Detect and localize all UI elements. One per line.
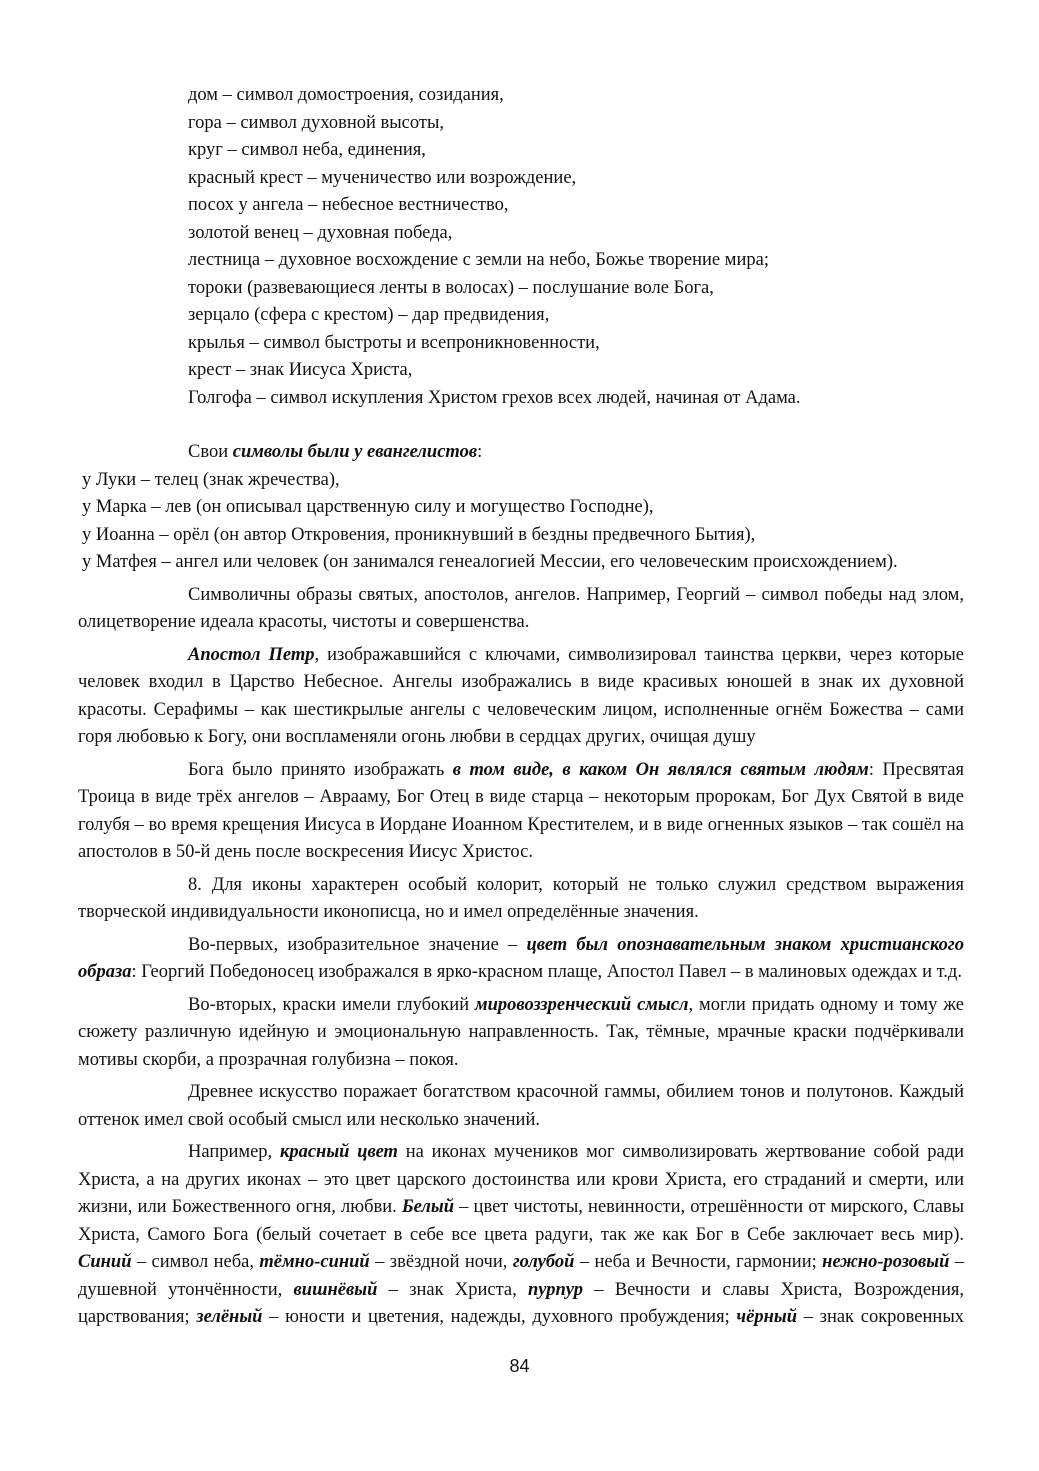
paragraph-first: Во-первых, изобразительное значение – цвет был опознавательным знаком христианского образа: Георгий Победоносец изображался в ярко-красном плаще, Апостол Павел – в малиновых одеждах и т.д. [78,934,964,982]
evangelist-luke: у Луки – телец (знак жречества), [82,469,340,490]
symbol-list-item: крылья – символ быстроты и всепроникновенности, [188,332,600,353]
evangelist-john: у Иоанна – орёл (он автор Откровения, проникнувший в бездны предвечного Бытия), [82,524,756,545]
symbol-list-item: Голгофа – символ искупления Христом грехов всех людей, начиная от Адама. [188,387,801,408]
symbol-list-item: лестница – духовное восхождение с земли на небо, Божье творение мира; [188,250,769,270]
symbol-list-item: красный крест – мученичество или возрождение, [188,167,577,188]
paragraph-8-color: 8. Для иконы характерен особый колорит, который не только служил средством выражения творческой индивидуальности иконописца, но и имел определённые значения. [78,874,964,922]
document-page [78,82,964,1332]
paragraph-apostle-peter: Апостол Петр, изображавшийся с ключами, символизировал таинства церкви, через которые человек входил в Царство Небесное. Ангелы изображались в виде красивых юношей в знак их духовной красоты. Серафимы – как шестикрылые ангелы с человеческим лицом, исполненные огнём Божества – сами горя любовью к Богу, они воспламеняли огонь любви в сердцах других, очищая душу [78,644,964,747]
symbol-list-item: золотой венец – духовная победа, [188,222,453,243]
evangelists-intro: Свои символы были у евангелистов: [188,442,483,462]
paragraph-saints: Символичны образы святых, апостолов, ангелов. Например, Георгий – символ победы над злом, олицетворение идеала красоты, чистоты и совершенства. [78,584,964,632]
paragraph-second: Во-вторых, краски имели глубокий мировоззренческий смысл, могли придать одному и тому же сюжету различную идейную и эмоциональную направленность. Так, тёмные, мрачные краски подчёркивали мотивы скорби, а прозрачная голубизна – покоя. [78,994,964,1070]
symbol-list-item: крест – знак Иисуса Христа, [188,360,413,380]
symbol-list-item: посох у ангела – небесное вестничество, [188,195,509,215]
symbol-list-item: тороки (развевающиеся ленты в волосах) – послушание воле Бога, [188,277,714,298]
symbol-list-item: зерцало (сфера с крестом) – дар предвидения, [188,305,550,325]
paragraph-god: Бога было принято изображать в том виде, в каком Он являлся святым людям: Пресвятая Троица в виде трёх ангелов – Аврааму, Бог Отец в виде старца – некоторым пророкам, Бог Дух Святой в виде голубя – во время крещения Иисуса в Иордане Иоанном Крестителем, и в виде огненных языков – так сошёл на апостолов в 50-й день после воскресения Иисус Христос. [78,759,965,862]
symbol-list-item: гора – символ духовной высоты, [188,112,445,133]
symbol-list-item: круг – символ неба, единения, [188,140,426,160]
evangelist-mark: у Марка – лев (он описывал царственную силу и могущество Господне), [82,497,654,517]
paragraph-color-meanings: Например, красный цвет на иконах мучеников мог символизировать жертвование собой ради Христа, а на других иконах – это цвет царского достоинства или крови Христа, его страданий и смерти, или жизни, или Божественного огня, любви. Белый – цвет чистоты, невинности, отрешённости от мирского, Славы Христа, Самого Бога (белый сочетает в себе все цвета радуги, так же как Бог в Себе заключает весь мир). Синий – символ неба, тёмно-синий – звёздной ночи, голубой – неба и Вечности, гармонии; нежно-розовый – душевной утончённости, вишнёвый – знак Христа, пурпур – Вечности и славы Христа, Возрождения, царствования; зелёный – юности и цветения, надежды, духовного пробуждения; чёрный – знак сокровенных [78,1142,965,1327]
page-number: 84 [509,1356,530,1376]
paragraph-ancient-art: Древнее искусство поражает богатством красочной гаммы, обилием тонов и полутонов. Каждый оттенок имел свой особый смысл или несколько значений. [78,1082,964,1130]
evangelist-matthew: у Матфея – ангел или человек (он занимался генеалогией Мессии, его человеческим происхождением). [82,552,898,572]
symbol-list-item: дом – символ домостроения, созидания, [188,85,504,105]
